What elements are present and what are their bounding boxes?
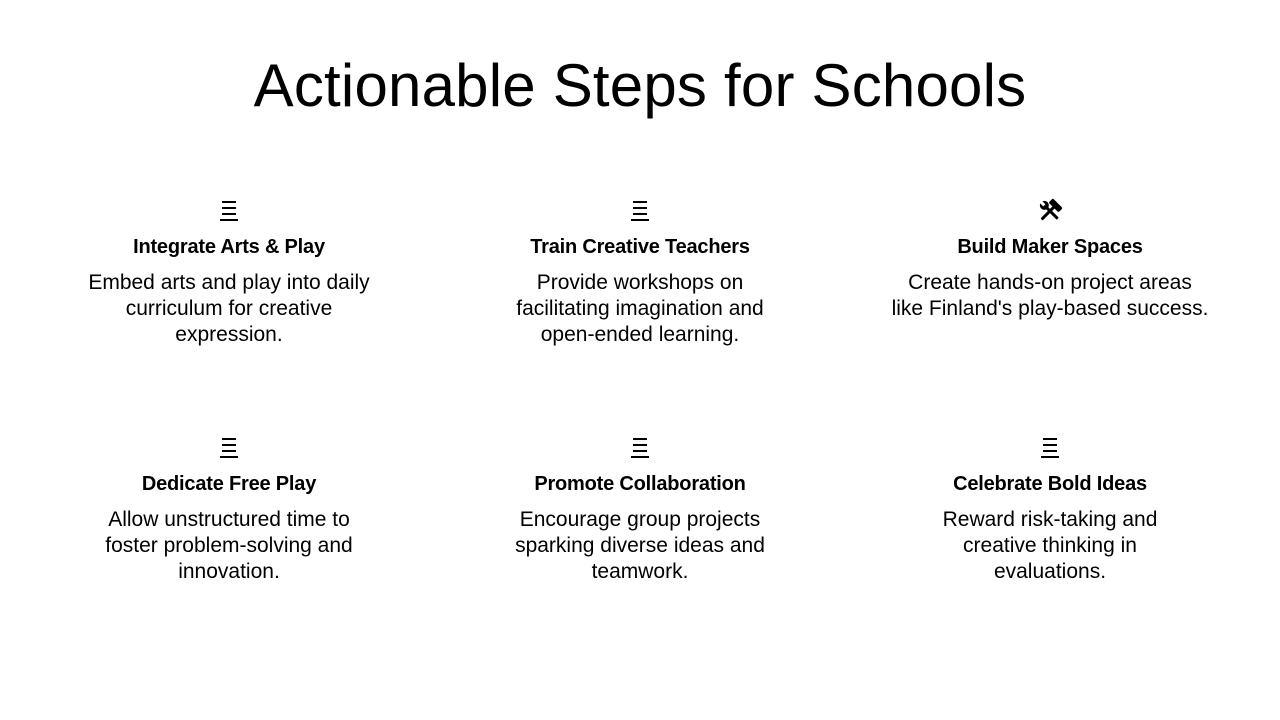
step-card-promote-collaboration	[480, 433, 800, 585]
card-heading: Integrate Arts & Play	[133, 236, 325, 258]
card-description: Create hands-on project areas like Finland's play-based success.	[891, 271, 1209, 320]
card-description: Reward risk-taking and creative thinking in evaluations.	[942, 508, 1158, 583]
card-heading: Train Creative Teachers	[530, 236, 750, 258]
list-icon	[69, 196, 389, 226]
card-heading: Build Maker Spaces	[957, 236, 1143, 258]
card-description: Embed arts and play into daily curriculum for creative expression.	[88, 271, 370, 346]
list-icon	[480, 433, 800, 463]
step-card-dedicate-free-play	[69, 433, 389, 585]
card-heading: Promote Collaboration	[534, 473, 746, 495]
card-heading: Celebrate Bold Ideas	[953, 473, 1147, 495]
hammer-wrench-icon	[890, 196, 1210, 226]
card-description: Encourage group projects sparking diverse ideas and teamwork.	[515, 508, 765, 583]
card-description: Allow unstructured time to foster problem-solving and innovation.	[105, 508, 353, 583]
step-card-celebrate-bold-ideas	[890, 433, 1210, 585]
step-card-integrate-arts-play	[69, 196, 389, 348]
list-icon	[890, 433, 1210, 463]
page-title: Actionable Steps for Schools	[253, 52, 1027, 119]
list-icon	[480, 196, 800, 226]
card-heading: Dedicate Free Play	[141, 473, 317, 495]
step-card-train-creative-teachers	[480, 196, 800, 348]
list-icon	[69, 433, 389, 463]
step-card-build-maker-spaces	[890, 196, 1210, 322]
card-description: Provide workshops on facilitating imagination and open-ended learning.	[516, 271, 764, 346]
